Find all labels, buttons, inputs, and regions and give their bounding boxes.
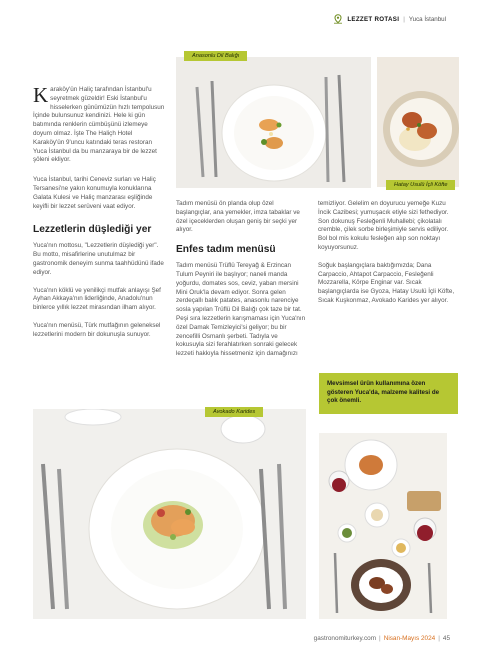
photo-avokado-karides xyxy=(33,409,306,619)
icli-kofte-illustration xyxy=(377,57,459,187)
menu-paragraph: Yuca'nın menüsü, Türk mutfağının geleneksel lezzetlerini modern bir dokunuşla sunuyor. xyxy=(33,321,161,338)
chef-paragraph: Yuca'nın köklü ve yenilikçi mutfak anlayışı Şef Ayhan Akkaya'nın liderliğinde, Anadolu'nun binlerce yıllık lezzet mirasından ilham alıyor. xyxy=(33,286,161,312)
column-3 xyxy=(318,200,456,315)
motto-paragraph: Yuca'nın mottosu, "Lezzetlerin düşlediği yer". Bu motto, misafirlerine unutulmaz bir gastronomik deneyim sunma taahhüdünü ifade ediyor. xyxy=(33,242,164,276)
heading-tadim-menusu: Enfes tadım menüsü xyxy=(176,244,276,256)
drop-cap: K xyxy=(33,83,49,107)
pull-quote: Mevsimsel ürün kullanımına özen gösteren Yuca'da, malzeme kalitesi de çok önemli. xyxy=(319,373,458,414)
caption-icli-kofte: Hatay Usulü İçli Köfte xyxy=(386,180,455,190)
running-header xyxy=(333,14,446,24)
heading-lezzetlerin: Lezzetlerin düşlediği yer xyxy=(33,224,152,236)
column-1 xyxy=(33,83,165,349)
avocado-shrimp-illustration xyxy=(33,409,306,619)
page-number: 45 xyxy=(442,635,450,642)
tasting-details-paragraph: Tadım menüsü Trüflü Tereyağ & Erzincan Tulum Peyniri ile başlıyor; naneli manda yoğurdu, domates sos, ceviz, yaban mersini Mini Oruk'la devam ediyor. Sonra gelen zerdeçallı balık patates, anasonlu narenciye sosla yapılan Trüflü Dil Balığı çok taze bir tat. Peşi sıra lezzetlerin karışmaması için Yuca'nın özel Damak Temizleyici'si geliyor; bu bir zencefilli Osmanlı şerbeti. Tadıyla ve kokusuyla sizi ferahlatırken sonraki gelecek lezzeti hakkıyla hissetmeniz için damağınızı xyxy=(176,262,306,358)
photo-table-spread xyxy=(319,433,447,619)
footer-issue: Nisan-Mayıs 2024 xyxy=(383,635,436,642)
footer-website: gastronomiturkey.com xyxy=(313,635,377,642)
header-separator: | xyxy=(403,15,405,23)
section-title: LEZZET ROTASI xyxy=(347,15,400,23)
restaurant-name: Yuca İstanbul xyxy=(408,15,446,23)
photo-icli-kofte xyxy=(377,57,459,187)
sole-dish-illustration xyxy=(176,57,371,188)
caption-anasonlu-dil-baligi: Anasonlu Dil Balığı xyxy=(184,51,247,61)
tasting-intro-paragraph: Tadım menüsü ön planda olup özel başlangıçlar, ana yemekler, imza tabaklar ve özel içeceklerden oluşan geniş bir seçki yer alıyor. xyxy=(176,200,300,234)
main-course-paragraph: temizliyor. Gelelim en doyurucu yemeğe Kuzu İncik Cazibesi; yumuşacık etiyle sizi fethediyor. Son dokunuş Fesleğenli Muhallebi; çikolatalı cremble, çilek sorbe birleşimiyle servis ediliyor. Bol bol mis kokulu fesleğen alıp son noktayı koyuyorsunuz. xyxy=(318,200,449,251)
starters-paragraph: Soğuk başlangıçlara baktığımızda; Dana Carpaccio, Ahtapot Carpaccio, Fesleğenli Mozzarella, Körpe Enginar var. Sıcak başlangıçlarda ise Gyoza, Hatay Usulü İçli Köfte, Sıcak Kuşkonmaz, Avokado Karides yer alıyor. xyxy=(318,261,455,304)
location-paragraph: Yuca İstanbul, tarihi Ceneviz surları ve Haliç Tersanesi'ne yakın konumuyla konuklarına Galata Kulesi ve Haliç manzarası eşliğinde keyifli bir lezzet serüveni vaat ediyor. xyxy=(33,176,156,210)
column-2 xyxy=(176,200,307,368)
caption-avokado-karides: Avokado Karides xyxy=(205,407,263,417)
location-pin-icon xyxy=(333,14,343,24)
intro-paragraph: Karaköy'ün Haliç tarafından İstanbul'u seyretmek güzeldir! Eski İstanbul'u hisselerken günümüzün hızlı tempolusun İçinde bulunsunuz kendinizi. Hele ki gün batımında renklerin cümbüşünü izlemeye doyum olmaz. İşte The Haliçh Hotel Karaköy'ün 9'uncu katındaki teras restoran Yuca İstanbul da bu manzaraya bir de lezzet şöleni ekliyor. xyxy=(33,83,165,164)
photo-anasonlu-dil-baligi xyxy=(176,57,371,188)
page-footer: gastronomiturkey.com | Nisan-Mayıs 2024 | 45 xyxy=(313,635,450,642)
table-spread-illustration xyxy=(319,433,447,619)
